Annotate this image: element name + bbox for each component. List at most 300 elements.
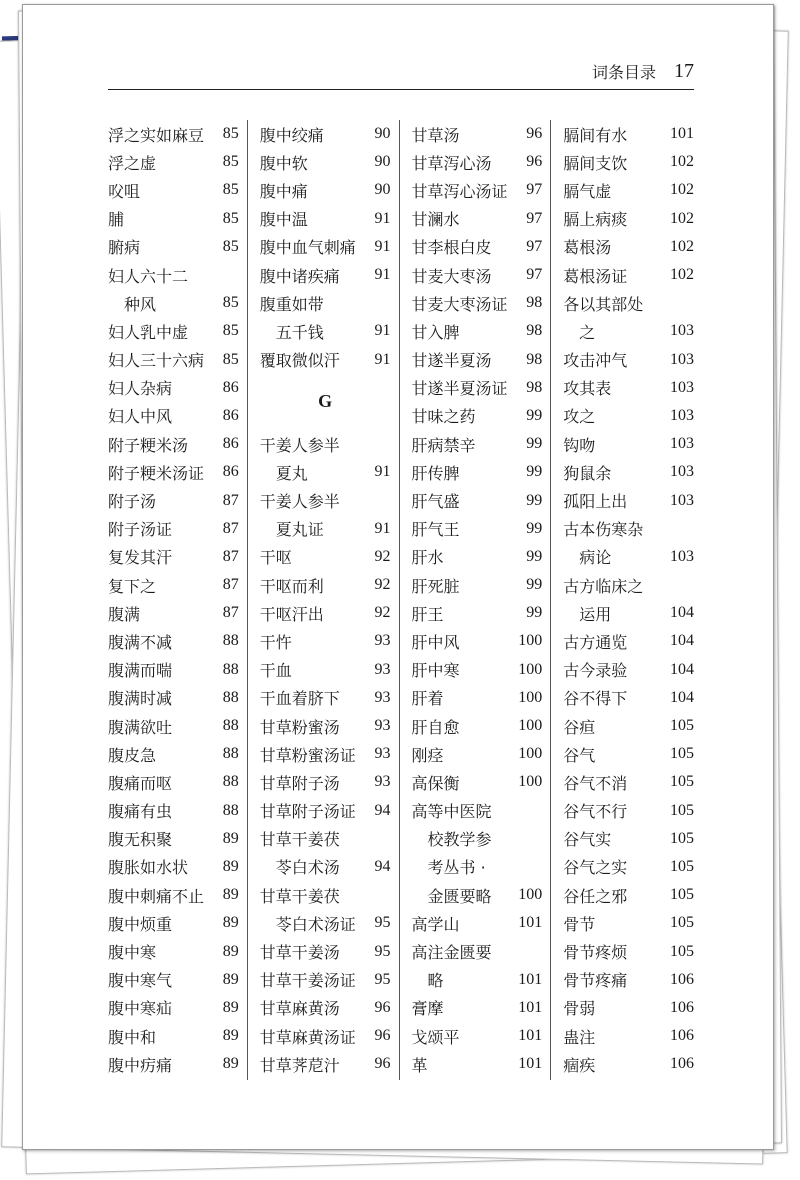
entry-page-number: 102: [670, 266, 694, 284]
index-entry: [260, 937, 391, 965]
index-entry: [412, 768, 543, 796]
index-entry: [260, 881, 391, 909]
index-entry: [108, 825, 239, 853]
index-entry: [260, 825, 391, 853]
entry-page-number: 89: [222, 886, 239, 904]
entry-term: 甘草干姜茯: [259, 886, 340, 906]
index-entry: [108, 205, 239, 233]
entry-term: 甘草粉蜜汤: [259, 717, 340, 737]
index-entry: [108, 176, 239, 204]
index-entry: [412, 994, 543, 1022]
entry-page-number: 85: [222, 125, 239, 143]
entry-page-number: 89: [222, 857, 239, 875]
entry-term: 甘遂半夏汤: [411, 351, 492, 371]
index-entry: [563, 1050, 694, 1078]
entry-term: 之: [579, 322, 596, 342]
entry-page-number: 99: [526, 435, 543, 453]
index-entry: [412, 515, 543, 543]
entry-page-number: 106: [670, 998, 694, 1016]
entry-term: 干呕汗出: [259, 604, 324, 624]
entry-term: 攻其表: [563, 379, 612, 399]
entry-term: 干呕: [259, 548, 292, 568]
index-entry: [260, 571, 391, 599]
entry-page-number: 101: [518, 970, 543, 988]
entry-term: 腹中软: [259, 153, 308, 173]
entry-term: 钩吻: [563, 435, 596, 455]
entry-page-number: 105: [670, 829, 694, 847]
entry-term: 干忤: [259, 632, 292, 652]
entry-page-number: 91: [374, 350, 391, 368]
index-entry: [563, 825, 694, 853]
entry-term: 戈颂平: [411, 1027, 460, 1047]
entry-page-number: 86: [222, 378, 239, 396]
entry-term: 病论: [579, 548, 612, 568]
entry-term: 甘麦大枣汤证: [411, 294, 508, 314]
index-entry: [412, 176, 543, 204]
entry-page-number: 91: [374, 322, 391, 340]
entry-page-number: 105: [670, 942, 694, 960]
index-entry: [260, 205, 391, 233]
entry-page-number: 103: [670, 322, 694, 340]
index-entry: [108, 571, 239, 599]
index-entry: [412, 937, 543, 965]
entry-page-number: 88: [222, 745, 239, 763]
index-entry: [563, 374, 694, 402]
entry-term: 骨节: [563, 914, 596, 934]
entry-term: 考丛书 ·: [427, 858, 486, 878]
entry-term: 腹中痛: [259, 181, 308, 201]
entry-term: 甘草荠苨汁: [259, 1055, 340, 1075]
entry-term: 谷气不消: [563, 773, 628, 793]
entry-term: 复发其汗: [108, 548, 173, 568]
index-entry: [108, 374, 239, 402]
entry-page-number: 88: [222, 801, 239, 819]
index-entry: [260, 261, 391, 289]
running-header: [108, 58, 694, 90]
index-entry: [260, 430, 391, 458]
entry-page-number: 88: [222, 717, 239, 735]
index-entry: [260, 768, 391, 796]
entry-term: 攻之: [563, 407, 596, 427]
entry-term: 古方临床之: [563, 576, 644, 596]
entry-page-number: 99: [526, 576, 543, 594]
index-entry: [412, 684, 543, 712]
entry-page-number: 105: [670, 801, 694, 819]
entry-term: 膈间有水: [563, 125, 628, 145]
entry-term: 肝自愈: [411, 717, 460, 737]
entry-page-number: 105: [670, 857, 694, 875]
entry-term: 高保衡: [411, 773, 460, 793]
entry-term: 浮之实如麻豆: [108, 125, 205, 145]
entry-page-number: 104: [670, 632, 694, 650]
entry-page-number: 106: [670, 1055, 694, 1073]
index-entry: [412, 402, 543, 430]
index-entry: [260, 176, 391, 204]
index-entry: [260, 684, 391, 712]
entry-term: 夏丸证: [275, 520, 324, 540]
index-entry: [412, 599, 543, 627]
entry-page-number: 89: [222, 998, 239, 1016]
entry-page-number: 87: [222, 547, 239, 565]
entry-page-number: 99: [526, 491, 543, 509]
index-entry: [260, 627, 391, 655]
index-entry: [108, 1022, 239, 1050]
entry-page-number: 105: [670, 717, 694, 735]
entry-term: 附子汤证: [108, 520, 173, 540]
index-entry: [563, 994, 694, 1022]
entry-term: 㕮咀: [108, 181, 141, 201]
entry-term: 苓白术汤: [275, 858, 340, 878]
entry-term: 复下之: [108, 576, 157, 596]
index-column-1: [108, 120, 247, 1080]
entry-page-number: 85: [222, 209, 239, 227]
index-entry: [412, 1050, 543, 1078]
index-entry: [412, 486, 543, 514]
index-entry: [108, 486, 239, 514]
index-entry: [108, 233, 239, 261]
index-entry-continuation: [260, 909, 391, 937]
entry-page-number: 96: [526, 153, 543, 171]
index-entry: [412, 712, 543, 740]
entry-term: 妇人杂病: [108, 379, 173, 399]
index-entry: [563, 881, 694, 909]
entry-page-number: 103: [670, 406, 694, 424]
entry-term: 膈上病痰: [563, 210, 628, 230]
index-entry: [412, 261, 543, 289]
entry-term: 附子粳米汤: [108, 435, 189, 455]
entry-term: 肝水: [411, 548, 444, 568]
index-entry-continuation: [108, 289, 239, 317]
entry-page-number: 102: [670, 153, 694, 171]
index-entry: [108, 458, 239, 486]
entry-page-number: 102: [670, 209, 694, 227]
index-entry: [412, 627, 543, 655]
entry-page-number: 98: [526, 350, 543, 368]
index-column-4: [550, 120, 694, 1080]
entry-term: 腹中烦重: [108, 914, 173, 934]
entry-term: 腹满欲吐: [108, 717, 173, 737]
entry-page-number: 101: [518, 914, 543, 932]
index-entry: [260, 966, 391, 994]
entry-page-number: 90: [374, 181, 391, 199]
index-entry: [412, 656, 543, 684]
index-entry: [563, 853, 694, 881]
index-entry: [108, 515, 239, 543]
entry-term: 腹中绞痛: [259, 125, 324, 145]
index-entry: [108, 712, 239, 740]
entry-page-number: 85: [222, 153, 239, 171]
entry-page-number: 87: [222, 519, 239, 537]
entry-page-number: 85: [222, 237, 239, 255]
entry-term: 肝中风: [411, 632, 460, 652]
entry-term: 腹痛有虫: [108, 802, 173, 822]
entry-term: 腹中刺痛不止: [108, 886, 205, 906]
entry-page-number: 96: [374, 1055, 391, 1073]
index-entry: [412, 289, 543, 317]
page-number: 17: [674, 60, 694, 82]
entry-term: 骨节疼痛: [563, 971, 628, 991]
entry-page-number: 91: [374, 519, 391, 537]
entry-page-number: 87: [222, 491, 239, 509]
index-entry: [563, 712, 694, 740]
entry-page-number: 104: [670, 660, 694, 678]
index-entry: [563, 205, 694, 233]
index-entry-continuation: [260, 458, 391, 486]
header-title: 词条目录: [591, 63, 656, 82]
entry-term: 肝传脾: [411, 463, 460, 483]
index-entry: [108, 543, 239, 571]
entry-term: 腹中温: [259, 210, 308, 230]
entry-term: 运用: [579, 604, 612, 624]
entry-page-number: 98: [526, 322, 543, 340]
entry-page-number: 88: [222, 773, 239, 791]
index-entry: [108, 317, 239, 345]
index-entry: [108, 599, 239, 627]
index-entry: [563, 1022, 694, 1050]
entry-term: 腹胀如水状: [108, 858, 189, 878]
index-entry: [260, 599, 391, 627]
entry-page-number: 92: [374, 604, 391, 622]
entry-page-number: 93: [374, 773, 391, 791]
entry-term: 甘入脾: [411, 322, 460, 342]
entry-page-number: 86: [222, 435, 239, 453]
entry-page-number: 89: [222, 1055, 239, 1073]
entry-page-number: 102: [670, 181, 694, 199]
index-entry: [108, 994, 239, 1022]
index-entry: [108, 261, 239, 289]
entry-page-number: 85: [222, 322, 239, 340]
entry-term: 甘草粉蜜汤证: [259, 745, 356, 765]
entry-page-number: 89: [222, 914, 239, 932]
index-entry: [108, 797, 239, 825]
entry-term: 骨弱: [563, 999, 596, 1019]
index-entry: [260, 656, 391, 684]
entry-term: 五千钱: [275, 322, 324, 342]
entry-page-number: 89: [222, 942, 239, 960]
index-entry-continuation: [260, 317, 391, 345]
entry-term: 肝气盛: [411, 492, 460, 512]
index-entry: [108, 937, 239, 965]
index-entry: [108, 627, 239, 655]
index-entry-continuation: [563, 317, 694, 345]
entry-term: 高注金匮要: [411, 943, 492, 963]
index-entry: [563, 430, 694, 458]
index-entry: [108, 768, 239, 796]
index-entry: [563, 937, 694, 965]
entry-term: 妇人乳中虚: [108, 322, 189, 342]
entry-term: 肝王: [411, 604, 444, 624]
index-entry: [412, 909, 543, 937]
index-entry: [108, 656, 239, 684]
entry-term: 校教学参: [427, 830, 492, 850]
entry-page-number: 90: [374, 153, 391, 171]
entry-term: 肝死脏: [411, 576, 460, 596]
entry-term: 甘草麻黄汤证: [259, 1027, 356, 1047]
entry-page-number: 97: [526, 209, 543, 227]
entry-page-number: 99: [526, 519, 543, 537]
index-entry-continuation: [412, 825, 543, 853]
entry-term: 谷气之实: [563, 858, 628, 878]
entry-page-number: 96: [374, 1027, 391, 1045]
entry-page-number: 99: [526, 547, 543, 565]
entry-page-number: 105: [670, 745, 694, 763]
entry-term: 腹无积聚: [108, 830, 173, 850]
entry-page-number: 96: [526, 125, 543, 143]
entry-term: 甘草干姜茯: [259, 830, 340, 850]
entry-term: 甘草泻心汤: [411, 153, 492, 173]
index-entry: [260, 543, 391, 571]
index-entry: [563, 768, 694, 796]
entry-page-number: 100: [518, 745, 543, 763]
entry-page-number: 101: [518, 1055, 543, 1073]
entry-page-number: 92: [374, 547, 391, 565]
entry-page-number: 85: [222, 294, 239, 312]
entry-term: 肝气王: [411, 520, 460, 540]
entry-page-number: 100: [518, 717, 543, 735]
entry-term: 腹重如带: [259, 294, 324, 314]
index-entry: [412, 571, 543, 599]
index-entry: [563, 966, 694, 994]
entry-term: 刚痉: [411, 745, 444, 765]
entry-term: 略: [427, 971, 444, 991]
index-entry: [412, 740, 543, 768]
entry-page-number: 85: [222, 181, 239, 199]
entry-page-number: 95: [374, 970, 391, 988]
entry-term: 腹中血气刺痛: [259, 238, 356, 258]
index-entry: [563, 148, 694, 176]
entry-term: 痼疾: [563, 1055, 596, 1075]
index-entry: [108, 740, 239, 768]
entry-term: 附子汤: [108, 492, 157, 512]
entry-term: 甘草附子汤: [259, 773, 340, 793]
index-entry-continuation: [412, 853, 543, 881]
entry-term: 葛根汤: [563, 238, 612, 258]
entry-page-number: 102: [670, 237, 694, 255]
index-entry: [260, 740, 391, 768]
entry-term: 腹中寒: [108, 943, 157, 963]
entry-page-number: 99: [526, 463, 543, 481]
index-entry: [412, 374, 543, 402]
index-entry: [412, 797, 543, 825]
entry-term: 腑病: [108, 238, 141, 258]
entry-term: 附子粳米汤证: [108, 463, 205, 483]
index-entry: [412, 148, 543, 176]
index-entry: [412, 120, 543, 148]
index-entry: [260, 994, 391, 1022]
entry-term: 夏丸: [275, 463, 308, 483]
index-entry: [563, 571, 694, 599]
entry-term: 膈气虚: [563, 181, 612, 201]
entry-term: 苓白术汤证: [275, 914, 356, 934]
entry-term: 腹痛而呕: [108, 773, 173, 793]
index-entry: [563, 740, 694, 768]
entry-page-number: 87: [222, 576, 239, 594]
entry-term: 革: [411, 1055, 428, 1075]
index-entry: [563, 261, 694, 289]
entry-term: 腹中寒疝: [108, 999, 173, 1019]
entry-term: 古今录验: [563, 661, 628, 681]
entry-page-number: 95: [374, 942, 391, 960]
entry-term: 肝病禁辛: [411, 435, 476, 455]
index-entry: [108, 909, 239, 937]
index-entry: [412, 458, 543, 486]
entry-term: 妇人中风: [108, 407, 173, 427]
entry-page-number: 99: [526, 604, 543, 622]
index-entry: [563, 486, 694, 514]
entry-term: 腹中疠痛: [108, 1055, 173, 1075]
entry-page-number: 86: [222, 406, 239, 424]
entry-page-number: 93: [374, 745, 391, 763]
entry-page-number: 94: [374, 857, 391, 875]
index-entry-continuation: [412, 881, 543, 909]
entry-term: 葛根汤证: [563, 266, 628, 286]
entry-term: 干姜人参半: [259, 492, 340, 512]
entry-page-number: 103: [670, 350, 694, 368]
entry-term: 腹中诸疾痛: [259, 266, 340, 286]
entry-page-number: 103: [670, 491, 694, 509]
entry-page-number: 87: [222, 604, 239, 622]
index-entry: [260, 1022, 391, 1050]
entry-term: 膈间支饮: [563, 153, 628, 173]
index-entry: [260, 289, 391, 317]
entry-term: 甘李根白皮: [411, 238, 492, 258]
entry-term: 甘草泻心汤证: [411, 181, 508, 201]
entry-term: 甘草干姜汤: [259, 943, 340, 963]
entry-term: 腹皮急: [108, 745, 157, 765]
entry-page-number: 88: [222, 632, 239, 650]
entry-page-number: 89: [222, 970, 239, 988]
entry-page-number: 103: [670, 547, 694, 565]
entry-page-number: 106: [670, 1027, 694, 1045]
entry-page-number: 105: [670, 886, 694, 904]
index-entry-continuation: [412, 966, 543, 994]
index-entry: [108, 1050, 239, 1078]
entry-page-number: 90: [374, 125, 391, 143]
entry-page-number: 88: [222, 688, 239, 706]
entry-page-number: 105: [670, 773, 694, 791]
entry-term: 肝中寒: [411, 661, 460, 681]
entry-page-number: 100: [518, 688, 543, 706]
index-entry: [260, 148, 391, 176]
entry-term: 脯: [108, 210, 125, 230]
index-entry: [563, 458, 694, 486]
entry-term: 谷疸: [563, 717, 596, 737]
entry-term: 骨节疼烦: [563, 943, 628, 963]
entry-term: 甘草汤: [411, 125, 460, 145]
index-entry: [412, 1022, 543, 1050]
entry-term: 种风: [124, 294, 157, 314]
entry-term: 甘遂半夏汤证: [411, 379, 508, 399]
entry-term: 腹满而喘: [108, 661, 173, 681]
entry-page-number: 101: [670, 125, 694, 143]
entry-term: 古本伤寒杂: [563, 520, 644, 540]
entry-term: 膏摩: [411, 999, 444, 1019]
index-column-2: [247, 120, 399, 1080]
entry-page-number: 93: [374, 660, 391, 678]
entry-page-number: 97: [526, 237, 543, 255]
index-entry: [108, 402, 239, 430]
entry-page-number: 98: [526, 294, 543, 312]
index-entry: [563, 797, 694, 825]
index-entry: [260, 346, 391, 374]
entry-term: 干姜人参半: [259, 435, 340, 455]
index-entry: [108, 966, 239, 994]
entry-term: 甘澜水: [411, 210, 460, 230]
index-entry: [412, 346, 543, 374]
index-entry: [108, 430, 239, 458]
entry-term: 腹满: [108, 604, 141, 624]
index-entry: [563, 176, 694, 204]
